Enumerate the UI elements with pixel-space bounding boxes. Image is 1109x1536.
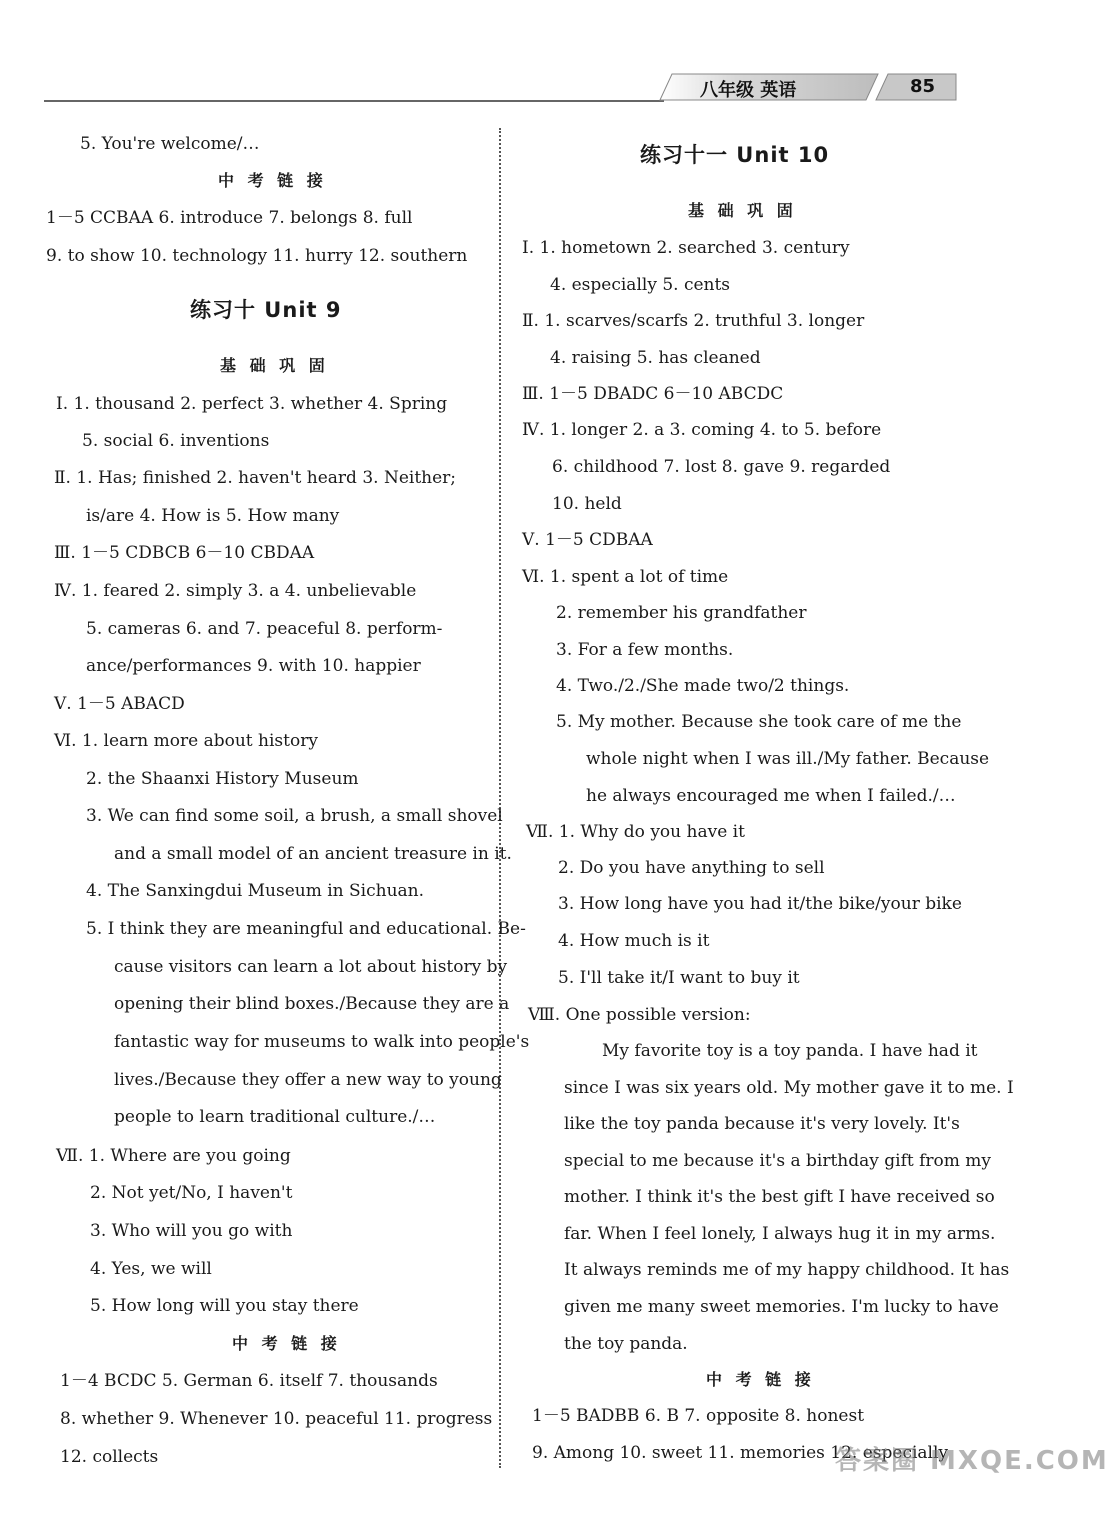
answer-line: 3. How long have you had it/the bike/your bike [558,894,962,914]
answer-line: Ⅶ. 1. Why do you have it [526,822,745,842]
essay-line: far. When I feel lonely, I always hug it in my arms. [564,1224,996,1244]
answer-line: 5. My mother. Because she took care of me the [556,712,962,732]
answer-line: 1－4 BCDC 5. German 6. itself 7. thousands [60,1371,438,1391]
answer-line: 4. raising 5. has cleaned [550,348,761,368]
answer-line: Ⅲ. 1－5 CDBCB 6－10 CBDAA [54,543,315,563]
answer-line: people to learn traditional culture./… [114,1107,436,1127]
section-heading: 中 考 链 接 [706,1370,815,1389]
answer-line: 4. The Sanxingdui Museum in Sichuan. [86,881,425,901]
answer-line: 5. cameras 6. and 7. peaceful 8. perform- [86,619,443,639]
answer-line: 2. the Shaanxi History Museum [86,769,359,789]
answer-line: 3. We can find some soil, a brush, a small shovel [86,806,503,826]
essay-line: mother. I think it's the best gift I have received so [564,1187,995,1207]
answer-line: Ⅳ. 1. longer 2. a 3. coming 4. to 5. before [522,420,882,440]
section-heading: 中 考 链 接 [218,171,327,190]
answer-line: 5. You're welcome/… [80,134,260,154]
answer-line: 1－5 BADBB 6. B 7. opposite 8. honest [532,1406,865,1426]
answer-line: Ⅷ. One possible version: [528,1005,751,1025]
essay-line: given me many sweet memories. I'm lucky to have [564,1297,999,1317]
answer-line: Ⅳ. 1. feared 2. simply 3. a 4. unbelievable [54,581,417,601]
answer-line: 10. held [552,494,622,514]
answer-line: Ⅴ. 1－5 CDBAA [522,530,653,550]
answer-line: Ⅰ. 1. thousand 2. perfect 3. whether 4. Spring [56,394,448,414]
answer-line: 6. childhood 7. lost 8. gave 9. regarded [552,457,891,477]
answer-line: 5. How long will you stay there [90,1296,359,1316]
answer-line: 2. remember his grandfather [556,603,807,623]
answer-line: Ⅰ. 1. hometown 2. searched 3. century [522,238,850,258]
answer-line: Ⅱ. 1. scarves/scarfs 2. truthful 3. longer [522,311,865,331]
answer-line: is/are 4. How is 5. How many [86,506,340,526]
essay-line: My favorite toy is a toy panda. I have had it [602,1041,978,1061]
answer-line: 8. whether 9. Whenever 10. peaceful 11. progress [60,1409,493,1429]
header-grade-subject: 八年级 英语 [700,80,797,101]
answer-line: Ⅵ. 1. spent a lot of time [522,567,729,587]
answer-line: 3. Who will you go with [90,1221,293,1241]
answer-line: opening their blind boxes./Because they are a [114,994,510,1014]
answer-line: lives./Because they offer a new way to young [114,1070,502,1090]
answer-line: 2. Do you have anything to sell [558,858,825,878]
answer-line: 5. I think they are meaningful and educational. Be- [86,919,526,939]
answer-line: 9. to show 10. technology 11. hurry 12. southern [46,246,468,266]
page-number: 85 [910,76,936,97]
answer-line: fantastic way for museums to walk into people's [114,1032,530,1052]
section-heading: 基 础 巩 固 [688,201,797,220]
header-rule [44,100,664,102]
answer-line: 4. Yes, we will [90,1259,212,1279]
answer-line: and a small model of an ancient treasure in it. [114,844,512,864]
answer-line: whole night when I was ill./My father. Because [586,749,990,769]
answer-line: 9. Among 10. sweet 11. memories 12. especially [532,1443,949,1463]
answer-line: 3. For a few months. [556,640,734,660]
column-divider [499,128,501,1468]
answer-line: 5. social 6. inventions [82,431,270,451]
section-heading: 中 考 链 接 [232,1334,341,1353]
section-heading: 基 础 巩 固 [220,356,329,375]
answer-line: 4. Two./2./She made two/2 things. [556,676,850,696]
essay-line: special to me because it's a birthday gift from my [564,1151,992,1171]
answer-line: 4. How much is it [558,931,710,951]
answer-line: Ⅶ. 1. Where are you going [56,1146,291,1166]
watermark-logo: 答案圈 MXQE.COM [835,1446,1109,1476]
answer-line: 12. collects [60,1447,159,1467]
answer-line: 5. I'll take it/I want to buy it [558,968,800,988]
essay-line: It always reminds me of my happy childhood. It has [564,1260,1010,1280]
answer-line: 4. especially 5. cents [550,275,731,295]
answer-line: Ⅴ. 1－5 ABACD [54,694,185,714]
exercise-title: 练习十一 Unit 10 [640,143,830,167]
exercise-title: 练习十 Unit 9 [190,298,342,322]
answer-line: 2. Not yet/No, I haven't [90,1183,293,1203]
answer-line: Ⅱ. 1. Has; finished 2. haven't heard 3. Neither; [54,468,457,488]
answer-line: he always encouraged me when I failed./… [586,786,956,806]
essay-line: the toy panda. [564,1334,688,1354]
answer-line: ance/performances 9. with 10. happier [86,656,421,676]
answer-line: Ⅵ. 1. learn more about history [54,731,318,751]
answer-line: 1－5 CCBAA 6. introduce 7. belongs 8. full [46,208,413,228]
answer-line: Ⅲ. 1－5 DBADC 6－10 ABCDC [522,384,784,404]
essay-line: like the toy panda because it's very lovely. It's [564,1114,960,1134]
answer-line: cause visitors can learn a lot about history by [114,957,508,977]
essay-line: since I was six years old. My mother gave it to me. I [564,1078,1014,1098]
